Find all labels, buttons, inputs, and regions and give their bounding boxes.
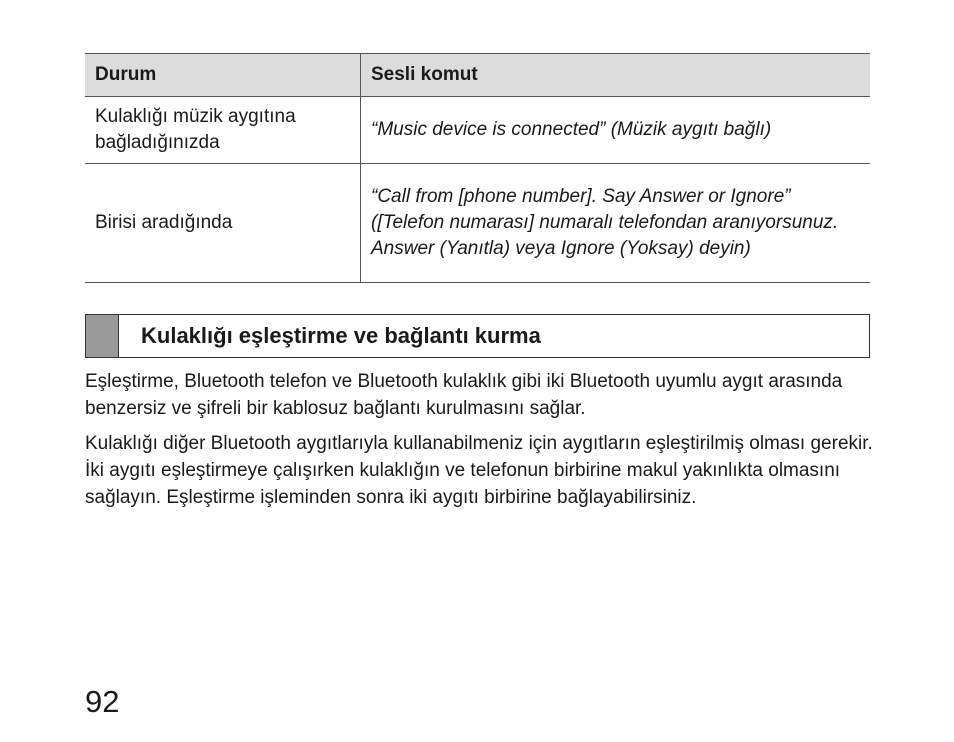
heading-marker-block	[86, 315, 119, 357]
column-header-voice-command: Sesli komut	[361, 54, 871, 97]
voice-command-table	[85, 53, 870, 283]
table-header-row	[85, 54, 870, 97]
paragraph-pairing-requirement: Kulaklığı diğer Bluetooth aygıtlarıyla kullanabilmeniz için aygıtların eşleştirilmiş olması gerekir. İki aygıtı eşleştirmeye çalışırken kulaklığın ve telefonun birbirine makul yakınlıkta olmasını sağlayın. Eşleştirme işleminden sonra iki aygıtı birbirine bağlayabilirsiniz.	[85, 433, 873, 508]
section-heading: Kulaklığı eşleştirme ve bağlantı kurma	[141, 323, 541, 348]
table-cell-state: Kulaklığı müzik aygıtına bağladığınızda	[85, 97, 361, 164]
paragraph-pairing-intro: Eşleştirme, Bluetooth telefon ve Bluetooth kulaklık gibi iki Bluetooth uyumlu aygıt arasında benzersiz ve şifreli bir kablosuz bağlantı kurulmasını sağlar.	[85, 371, 843, 419]
table-cell-state: Birisi aradığında	[85, 164, 361, 283]
column-header-state: Durum	[85, 54, 361, 97]
page-number: 92	[85, 684, 120, 719]
table-cell-voice-command: “Call from [phone number]. Say Answer or Ignore” ([Telefon numarası] numaralı telefondan aranıyorsunuz. Answer (Yanıtla) veya Ignore (Yoksay) deyin)	[361, 164, 871, 283]
table-cell-voice-command: “Music device is connected” (Müzik aygıtı bağlı)	[361, 97, 871, 164]
table-row	[85, 97, 870, 164]
section-heading-box	[85, 314, 870, 358]
table-row	[85, 164, 870, 283]
